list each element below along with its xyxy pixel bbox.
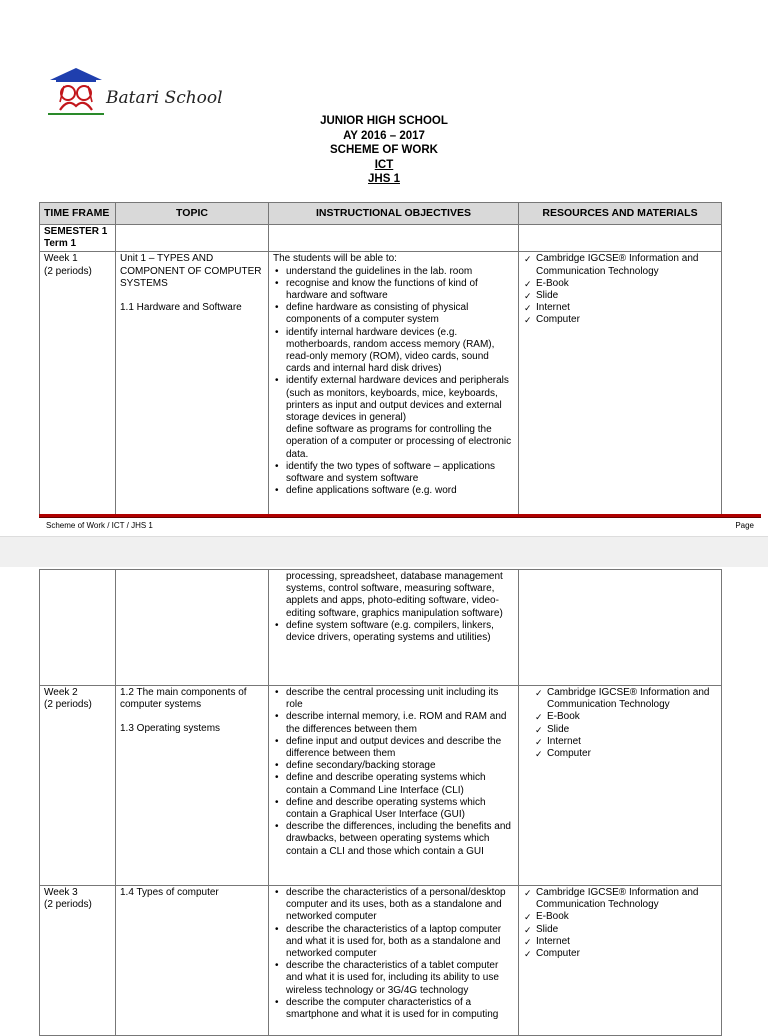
page-gap <box>0 536 768 568</box>
col-header-resources: RESOURCES AND MATERIALS <box>519 203 722 225</box>
list-item: • describe the characteristics of a personal/desktop computer and its uses, both as a standalone and networked computer <box>286 887 514 924</box>
resources-cell <box>519 252 722 516</box>
document-heading <box>0 114 768 187</box>
topic-cell <box>116 252 269 516</box>
period-label: (2 periods) <box>44 699 92 711</box>
week-label: Week 3 <box>44 887 78 898</box>
sub-topic: 1.2 The main components of computer systems <box>120 687 247 711</box>
list-item: • describe the characteristics of a laptop computer and what it is used for, both as a standalone and networked computer <box>286 924 514 961</box>
list-item: ✓ E-Book <box>536 911 717 923</box>
term-label: Term 1 <box>44 238 77 250</box>
list-item: • understand the guidelines in the lab. room <box>286 266 514 278</box>
period-label: (2 periods) <box>44 899 92 911</box>
heading-level: JUNIOR HIGH SCHOOL <box>320 115 448 127</box>
footer-divider <box>39 514 761 518</box>
objectives-cell <box>269 686 519 886</box>
resources-list <box>523 887 717 960</box>
list-item: ✓ Cambridge IGCSE® Information and Communication Technology <box>536 887 717 911</box>
list-item: define software as programs for controlling the operation of a computer or processing of electronic data. <box>286 424 512 460</box>
list-item: • define secondary/backing storage <box>286 760 514 772</box>
list-item: • describe internal memory, i.e. ROM and RAM and the differences between them <box>286 711 514 735</box>
list-item: • recognise and know the functions of kind of hardware and software <box>286 278 514 302</box>
heading-year: AY 2016 – 2017 <box>343 129 425 142</box>
table-row-continued <box>40 570 722 686</box>
empty-cell <box>40 570 116 686</box>
time-cell <box>40 252 116 516</box>
list-item: processing, spreadsheet, database management systems, control software, measuring software, applets and apps, photo-editing software, video-editing software, graphics manipulation software) <box>286 571 503 619</box>
school-logo <box>46 66 236 118</box>
resources-list <box>523 253 717 326</box>
objectives-list <box>273 687 514 858</box>
list-item: • identify internal hardware devices (e.g. motherboards, random access memory (RAM), read-only memory (ROM), video cards, sound cards and internal hard disk drives) <box>286 327 514 376</box>
scheme-table-continued <box>39 569 722 1036</box>
objectives-cell <box>269 570 519 686</box>
footer-left: Scheme of Work / ICT / JHS 1 <box>46 521 153 530</box>
list-item: ✓ E-Book <box>547 711 717 723</box>
list-item: • define system software (e.g. compilers, linkers, device drivers, operating systems and utilities) <box>286 620 514 644</box>
page-2 <box>0 567 768 1024</box>
list-item: ✓ Slide <box>547 724 717 736</box>
table-row-week2 <box>40 686 722 886</box>
week-label: Week 1 <box>44 253 78 265</box>
list-item: ✓ Computer <box>536 948 717 960</box>
list-item: • define and describe operating systems which contain a Graphical User Interface (GUI) <box>286 797 514 821</box>
heading-subject: ICT <box>374 158 394 171</box>
empty-cell <box>519 225 722 252</box>
objectives-cell <box>269 886 519 1036</box>
heading-class: JHS 1 <box>368 173 400 185</box>
list-item: • define applications software (e.g. word <box>286 485 514 497</box>
semester-label: SEMESTER 1 <box>44 226 108 237</box>
table-header-row <box>40 203 722 225</box>
table-row-week1 <box>40 252 722 516</box>
resources-cell <box>519 886 722 1036</box>
list-item: • identify the two types of software – applications software and system software <box>286 461 514 485</box>
col-header-objectives: INSTRUCTIONAL OBJECTIVES <box>269 203 519 225</box>
empty-cell <box>116 225 269 252</box>
list-item: • define hardware as consisting of physical components of a computer system <box>286 302 514 326</box>
scheme-table <box>39 202 722 516</box>
list-item: ✓ Internet <box>536 302 717 314</box>
col-header-topic: TOPIC <box>116 203 269 225</box>
time-cell <box>40 886 116 1036</box>
list-item: ✓ Cambridge IGCSE® Information and Communication Technology <box>536 253 717 277</box>
topic-cell <box>116 886 269 1036</box>
list-item: • describe the computer characteristics of a smartphone and what it is used for in computing <box>286 997 514 1021</box>
topic-cell <box>116 686 269 886</box>
period-label: (2 periods) <box>44 265 92 277</box>
list-item: ✓ Internet <box>547 736 717 748</box>
objectives-list <box>273 571 514 644</box>
empty-cell <box>269 225 519 252</box>
sub-topic: 1.4 Types of computer <box>120 887 219 898</box>
list-item: ✓ Computer <box>547 748 717 760</box>
footer-page: Page <box>735 521 754 530</box>
objectives-list <box>273 887 514 1021</box>
objectives-list <box>273 266 514 498</box>
list-item: ✓ Slide <box>536 924 717 936</box>
empty-cell <box>519 570 722 686</box>
sub-topic: 1.1 Hardware and Software <box>120 302 242 314</box>
list-item: ✓ Internet <box>536 936 717 948</box>
school-name: Batari School <box>106 88 223 108</box>
school-emblem-icon <box>46 66 106 118</box>
col-header-time-frame: TIME FRAME <box>40 203 116 225</box>
list-item: ✓ Slide <box>536 290 717 302</box>
week-label: Week 2 <box>44 687 78 698</box>
heading-title: SCHEME OF WORK <box>330 144 438 156</box>
semester-row <box>40 225 722 252</box>
list-item: • describe the differences, including the benefits and drawbacks, between operating systems which contain a CLI and those which contain a GUI <box>286 821 514 858</box>
list-item: • define and describe operating systems which contain a Command Line Interface (CLI) <box>286 772 514 796</box>
unit-title: Unit 1 – TYPES AND COMPONENT OF COMPUTER SYSTEMS <box>120 253 262 289</box>
empty-cell <box>116 570 269 686</box>
list-item: • describe the central processing unit including its role <box>286 687 514 711</box>
objectives-intro: The students will be able to: <box>273 253 397 265</box>
sub-topic: 1.3 Operating systems <box>120 723 221 735</box>
resources-list <box>523 687 717 760</box>
list-item: • define input and output devices and describe the difference between them <box>286 736 514 760</box>
list-item: ✓ Computer <box>536 314 717 326</box>
semester-cell <box>40 225 116 252</box>
list-item: • identify external hardware devices and peripherals (such as monitors, keyboards, mice, keyboards, printers as input and output devices and external storage devices in general) <box>286 375 514 424</box>
table-row-week3 <box>40 886 722 1036</box>
list-item: ✓ E-Book <box>536 278 717 290</box>
resources-cell <box>519 686 722 886</box>
time-cell <box>40 686 116 886</box>
objectives-cell <box>269 252 519 516</box>
list-item: ✓ Cambridge IGCSE® Information and Communication Technology <box>547 687 717 711</box>
list-item: • describe the characteristics of a tablet computer and what it is used for, including its ability to use wireless technology or 3G/4G technology <box>286 960 514 997</box>
